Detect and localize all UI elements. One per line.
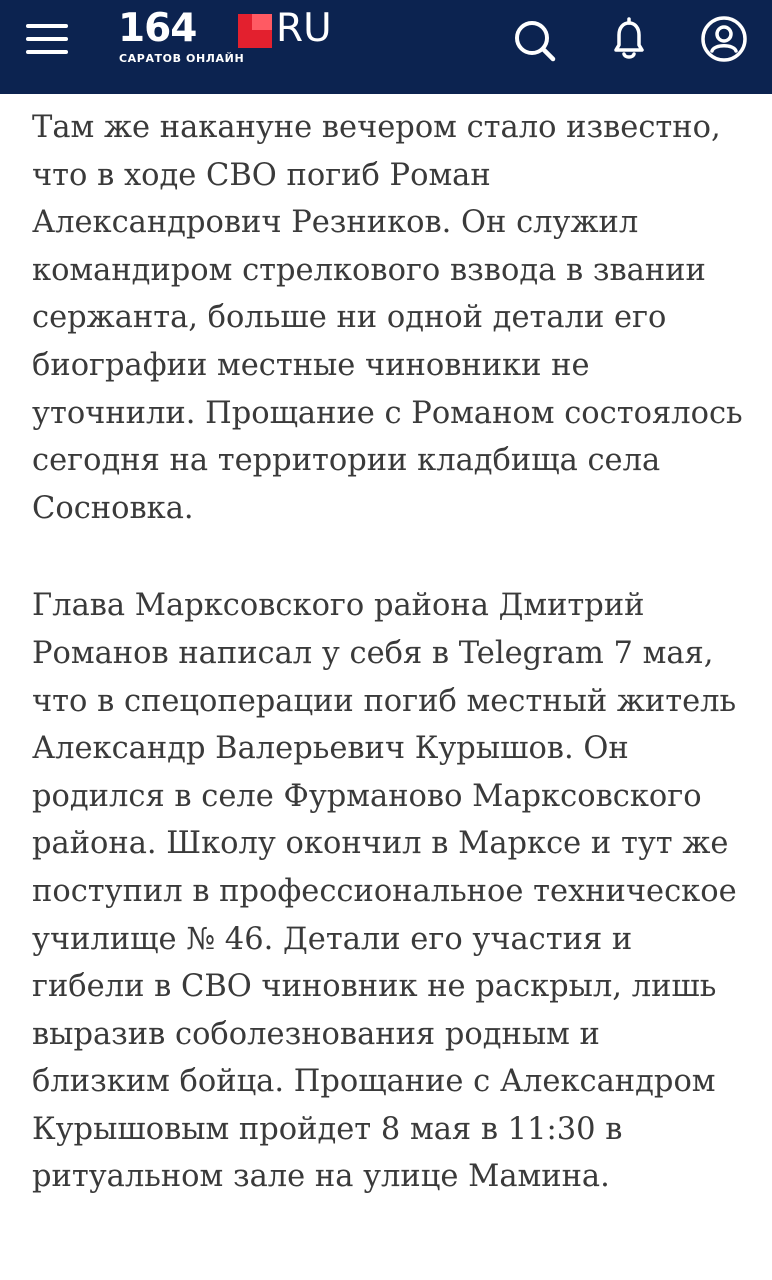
logo-number: 164: [118, 6, 197, 51]
logo-domain: RU: [276, 6, 332, 51]
search-icon[interactable]: [509, 14, 559, 64]
logo-subtitle: САРАТОВ ОНЛАЙН: [119, 52, 245, 65]
logo-square-mark: [238, 14, 272, 48]
article-paragraph: Там же накануне вечером стало известно, что в ходе СВО погиб Роман Александрович Резников. Он служил командиром стрелкового взвода в звании сержанта, больше ни одной детали его биографии местные чиновники не уточнили. Прощание с Романом состоялось сегодня на территории кладбища села Сосновка.: [32, 110, 743, 526]
bell-icon[interactable]: [604, 14, 654, 64]
site-header: [0, 0, 772, 94]
user-icon[interactable]: [699, 14, 749, 64]
menu-icon[interactable]: [26, 24, 70, 54]
article-body: [32, 104, 744, 1201]
site-logo[interactable]: [118, 6, 348, 68]
article-paragraph: Глава Марксовского района Дмитрий Романов написал у себя в Telegram 7 мая, что в спецоперации погиб местный житель Александр Валерьевич Курышов. Он родился в селе Фурманово Марксовского района. Школу окончил в Марксе и тут же поступил в профессиональное техническое училище № 46. Детали его участия и гибели в СВО чиновник не раскрыл, лишь выразив соболезнования родным и близким бойца. Прощание с Александром Курышовым пройдет 8 мая в 11:30 в ритуальном зале на улице Мамина.: [32, 588, 737, 1195]
